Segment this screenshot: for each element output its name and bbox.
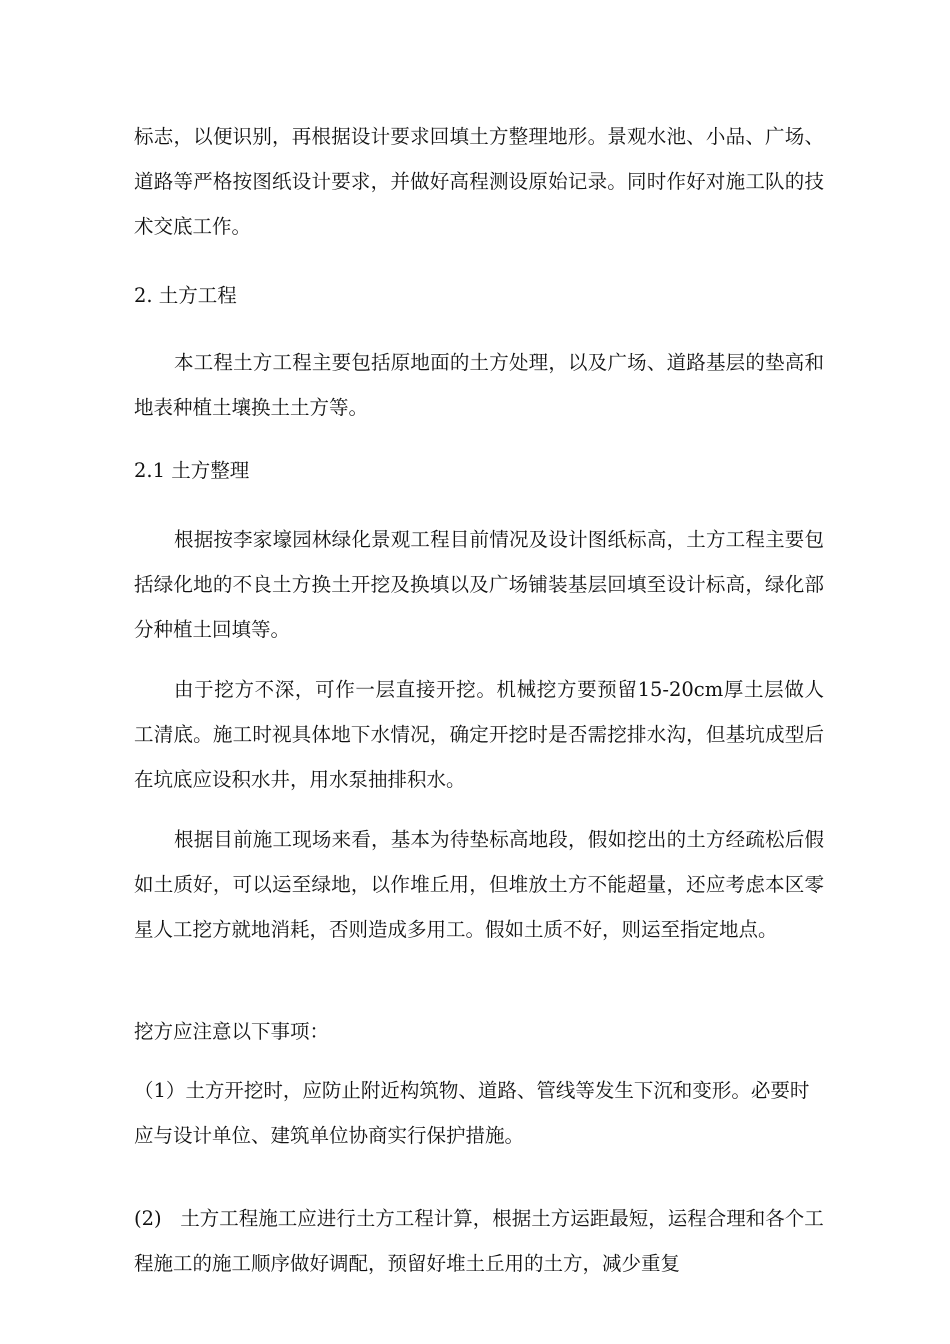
list-item-text: 土方工程施工应进行土方工程计算，根据土方运距最短，运程合理和各个工程施工的施工顺序做好调配，预留好堆土丘用的土方，减少重复: [134, 1207, 824, 1275]
paragraph-intro: 标志，以便识别，再根据设计要求回填土方整理地形。景观水池、小品、广场、道路等严格按图纸设计要求，并做好高程测设原始记录。同时作好对施工队的技术交底工作。: [134, 125, 824, 238]
list-item-marker: (2): [134, 1207, 181, 1230]
paragraph-earthwork-scope: 本工程土方工程主要包括原地面的土方处理，以及广场、道路基层的垫高和地表种植土壤换土土方等。: [134, 351, 824, 419]
list-item-2: [134, 1196, 824, 1286]
paragraph-site-conditions: 根据目前施工现场来看，基本为待垫标高地段，假如挖出的土方经疏松后假如土质好，可以运至绿地，以作堆丘用，但堆放土方不能超量，还应考虑本区零星人工挖方就地消耗，否则造成多用工。假如土质不好，则运至指定地点。: [134, 828, 824, 941]
paragraph-excavation-method: 由于挖方不深，可作一层直接开挖。机械挖方要预留15-20cm厚土层做人工清底。施工时视具体地下水情况，确定开挖时是否需挖排水沟，但基坑成型后在坑底应设积水井，用水泵抽排积水。: [134, 678, 824, 791]
paragraph-leveling-basis: 根据按李家壕园林绿化景观工程目前情况及设计图纸标高，土方工程主要包括绿化地的不良土方换土开挖及换填以及广场铺装基层回填至设计标高，绿化部分种植土回填等。: [134, 528, 824, 641]
paragraph-excavation-notes-title: 挖方应注意以下事项：: [134, 1020, 330, 1043]
subsection-heading-earth-leveling: 2.1 土方整理: [134, 459, 250, 482]
list-item-1: [134, 1068, 824, 1158]
list-item-marker: （1）: [134, 1079, 186, 1102]
section-heading-earthwork: 2. 土方工程: [134, 284, 237, 307]
list-item-text: 土方开挖时，应防止附近构筑物、道路、管线等发生下沉和变形。必要时应与设计单位、建筑单位协商实行保护措施。: [134, 1079, 810, 1147]
